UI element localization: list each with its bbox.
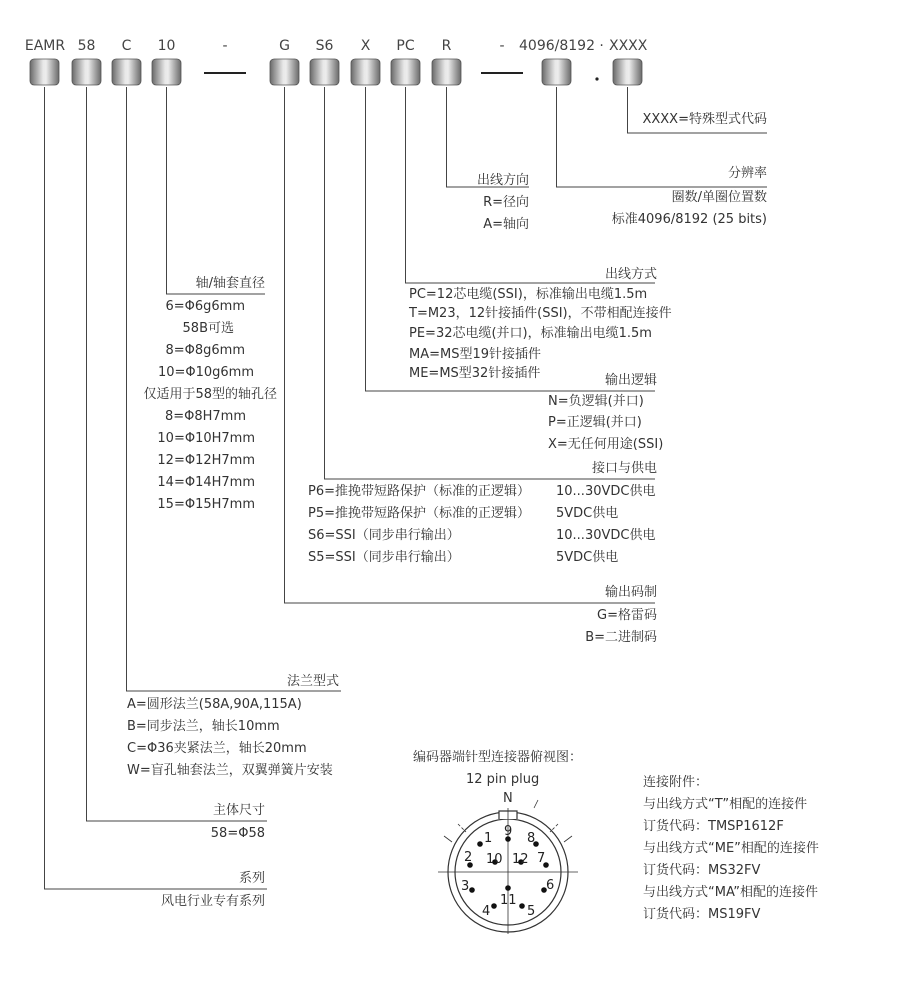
pin-label-11: 11 [500, 893, 517, 908]
output-code-line-1: G=格雷码 [597, 608, 657, 623]
shaft-line-1: 6=Φ6g6mm [165, 299, 245, 314]
code-box-xxxx [613, 59, 642, 85]
resolution-title: 分辨率 [727, 166, 767, 181]
code-part-s6: S6 [315, 38, 334, 54]
code-box-c [112, 59, 141, 85]
cable-direction-title: 出线方向 [476, 173, 529, 188]
outlet-line-1: PC=12芯电缆(SSI)，标准输出电缆1.5m [409, 287, 648, 302]
interface-row-1-name: P6=推挽带短路保护（标准的正逻辑） [308, 484, 531, 499]
code-part-pc: PC [396, 38, 415, 54]
shaft-line-10: 15=Φ15H7mm [157, 497, 255, 512]
accessories-line-4: 与出线方式“ME”相配的连接件 [643, 841, 819, 856]
dot-separator [595, 77, 598, 80]
code-box-r [432, 59, 461, 85]
special-code-title: XXXX=特殊型式代码 [642, 112, 767, 127]
accessories-line-3: 订货代码：TMSP1612F [643, 819, 784, 834]
code-box-x [351, 59, 380, 85]
code-box-eamr [30, 59, 59, 85]
interface-row-4-power: 5VDC供电 [556, 550, 619, 565]
body-size-line-1: 58=Φ58 [210, 826, 265, 841]
pin-label-3: 3 [461, 879, 470, 894]
code-box-10 [152, 59, 181, 85]
code-part-x: X [360, 38, 371, 54]
resolution-line-2: 标准4096/8192 (25 bits) [611, 212, 767, 227]
code-part-dash-2: - [499, 38, 505, 54]
shaft-line-4: 10=Φ10g6mm [157, 365, 254, 380]
code-box-g [270, 59, 299, 85]
outlet-line-3: PE=32芯电缆(并口)，标准输出电缆1.5m [409, 326, 652, 341]
flange-title: 法兰型式 [286, 674, 339, 689]
code-box-pc [391, 59, 420, 85]
interface-row-2-name: P5=推挽带短路保护（标准的正逻辑） [308, 506, 531, 521]
code-part-eamr: EAMR [24, 38, 66, 54]
outlet-title: 出线方式 [604, 267, 657, 282]
code-boxes [30, 59, 642, 85]
code-part-resolution: 4096/8192 · [519, 38, 604, 54]
output-code-title: 输出码制 [604, 585, 657, 600]
pin-label-6: 6 [546, 878, 555, 893]
code-part-10: 10 [157, 38, 176, 54]
interface-row-3-name: S6=SSI（同步串行输出） [308, 528, 460, 543]
shaft-line-8: 12=Φ12H7mm [157, 453, 255, 468]
series-line-1: 风电行业专有系列 [160, 894, 265, 909]
pin-label-8: 8 [527, 831, 536, 846]
code-box-s6 [310, 59, 339, 85]
shaft-line-9: 14=Φ14H7mm [157, 475, 255, 490]
pin-11 [505, 885, 511, 891]
outlet-line-5: ME=MS型32针接插件 [409, 366, 541, 381]
pin-4 [491, 903, 497, 909]
pin-label-7: 7 [537, 851, 546, 866]
shaft-line-5: 仅适用于58型的轴孔径 [143, 387, 277, 402]
body-size-title: 主体尺寸 [212, 803, 265, 818]
output-logic-line-3: X=无任何用途(SSI) [548, 437, 664, 452]
series-title: 系列 [238, 871, 265, 886]
code-part-c: C [121, 38, 132, 54]
cable-direction-line-1: R=径向 [483, 195, 529, 210]
shaft-title: 轴/轴套直径 [195, 276, 265, 291]
flange-line-2: B=同步法兰，轴长10mm [127, 719, 280, 734]
code-part-dash-1: - [222, 38, 228, 54]
connector-view-subtitle: 12 pin plug [466, 772, 540, 787]
output-logic-title: 输出逻辑 [604, 373, 657, 388]
shaft-line-6: 8=Φ8H7mm [164, 409, 246, 424]
accessories-line-6: 与出线方式“MA”相配的连接件 [643, 885, 818, 900]
shaft-line-3: 8=Φ8g6mm [165, 343, 245, 358]
flange-line-1: A=圆形法兰(58A,90A,115A) [127, 697, 302, 712]
interface-row-2-power: 5VDC供电 [556, 506, 619, 521]
connector-north-label: N [503, 791, 513, 806]
output-logic-line-2: P=正逻辑(并口) [548, 415, 642, 430]
output-logic-line-1: N=负逻辑(并口) [548, 394, 644, 409]
cable-direction-line-2: A=轴向 [483, 217, 529, 232]
shaft-line-7: 10=Φ10H7mm [157, 431, 255, 446]
pin-label-2: 2 [464, 850, 473, 865]
output-code-line-2: B=二进制码 [585, 630, 657, 645]
resolution-line-1: 圈数/单圈位置数 [671, 190, 767, 205]
flange-line-4: W=盲孔轴套法兰，双翼弹簧片安装 [127, 763, 333, 778]
pin-label-12: 12 [512, 852, 529, 867]
interface-row-4-name: S5=SSI（同步串行输出） [308, 550, 460, 565]
outlet-line-2: T=M23，12针接插件(SSI)，不带相配连接件 [409, 306, 672, 321]
code-box-58 [72, 59, 101, 85]
flange-line-3: C=Φ36夹紧法兰，轴长20mm [127, 741, 307, 756]
code-part-g: G [279, 38, 290, 54]
pin-1 [477, 841, 483, 847]
pin-label-10: 10 [486, 852, 503, 867]
connector-view-title: 编码器端针型连接器俯视图： [413, 750, 583, 765]
pin-label-5: 5 [527, 904, 536, 919]
interface-row-3-power: 10...30VDC供电 [556, 528, 656, 543]
connector-drawing [438, 800, 578, 934]
shaft-line-2: 58B可选 [182, 321, 234, 336]
accessories-line-5: 订货代码：MS32FV [643, 863, 761, 878]
code-part-58: 58 [77, 38, 96, 54]
pin-label-1: 1 [484, 831, 493, 846]
code-box-resolution [542, 59, 571, 85]
code-part-xxxx: XXXX [609, 38, 648, 54]
accessories-line-2: 与出线方式“T”相配的连接件 [643, 797, 808, 812]
pin-label-9: 9 [504, 824, 513, 839]
pin-label-4: 4 [482, 904, 491, 919]
accessories-line-7: 订货代码：MS19FV [643, 907, 761, 922]
interface-title: 接口与供电 [591, 461, 657, 476]
interface-row-1-power: 10...30VDC供电 [556, 484, 656, 499]
pin-3 [469, 887, 475, 893]
outlet-line-4: MA=MS型19针接插件 [409, 347, 542, 362]
pin-5 [519, 903, 525, 909]
accessories-line-1: 连接附件： [643, 775, 709, 790]
code-part-r: R [441, 38, 452, 54]
